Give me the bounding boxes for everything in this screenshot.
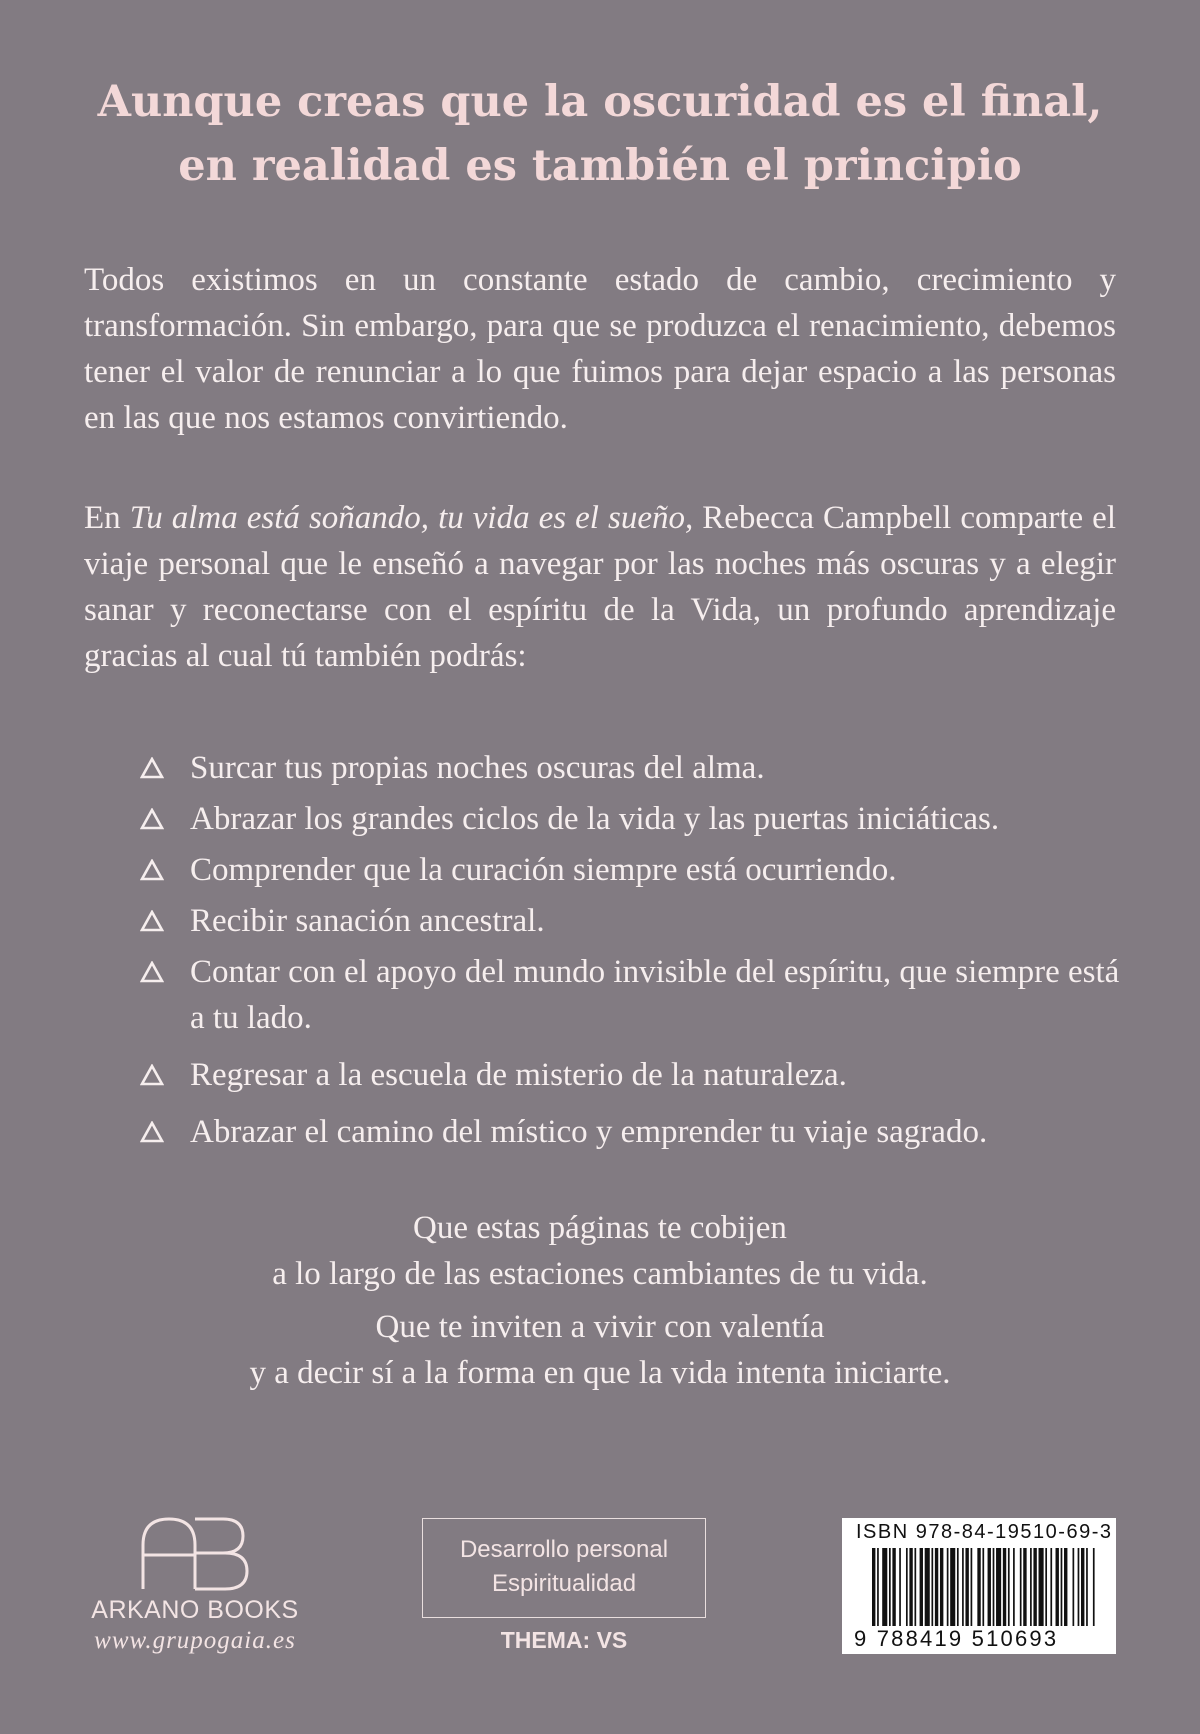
isbn-label: ISBN 978-84-19510-69-3 <box>856 1521 1113 1543</box>
ab-monogram-icon <box>139 1515 251 1591</box>
book-title: Tu alma está soñando, tu vida es el sueño, <box>129 500 694 536</box>
headline-line-1: Aunque creas que la oscuridad es el final, <box>97 77 1103 127</box>
triangle-bullet-icon <box>140 961 164 983</box>
list-item <box>140 1052 1130 1098</box>
list-item-text: Surcar tus propias noches oscuras del alma. <box>190 750 765 786</box>
list-item <box>140 847 1130 893</box>
triangle-bullet-icon <box>140 808 164 830</box>
closing-line: y a decir sí a la forma en que la vida intenta iniciarte. <box>249 1355 951 1391</box>
list-item-text: Abrazar los grandes ciclos de la vida y las puertas iniciáticas. <box>190 801 1000 837</box>
category-box <box>422 1518 706 1618</box>
list-item <box>140 796 1130 842</box>
list-item <box>140 745 1130 791</box>
benefits-list <box>140 745 1130 1160</box>
intro-paragraph: Todos existimos en un constante estado de cambio, crecimiento y transformación. Sin embargo, para que se produzca el renacimiento, debemos tener el valor de renunciar a lo que fuimos para dejar espacio a las personas en las que nos estamos convirtiendo. <box>84 262 1116 436</box>
book-paragraph-rest: Rebecca Campbell comparte el viaje personal que le enseñó a navegar por las noches más oscuras y a elegir sanar y reconectarse con el espíritu de la Vida, un profundo aprendizaje gracias al cual tú también podrás: <box>84 500 1116 674</box>
list-item-text: Comprender que la curación siempre está ocurriendo. <box>190 852 897 888</box>
publisher-name: ARKANO BOOKS <box>91 1596 299 1624</box>
isbn-barcode <box>842 1518 1116 1654</box>
headline-line-2: en realidad es también el principio <box>178 141 1022 191</box>
list-item-text: Contar con el apoyo del mundo invisible del espíritu, que siempre está a tu lado. <box>190 954 1120 1036</box>
ean-digits: 9 788419 510693 <box>854 1626 1059 1651</box>
headline <box>0 70 1200 198</box>
list-item <box>140 898 1130 944</box>
closing-line: a lo largo de las estaciones cambiantes de tu vida. <box>272 1256 928 1292</box>
list-item-text: Abrazar el camino del místico y emprender tu viaje sagrado. <box>190 1114 988 1150</box>
list-item <box>140 1109 1130 1155</box>
triangle-bullet-icon <box>140 1064 164 1086</box>
category-line-1: Desarrollo personal <box>459 1536 669 1563</box>
list-item-text: Regresar a la escuela de misterio de la naturaleza. <box>190 1057 847 1093</box>
closing-line: Que te inviten a vivir con valentía <box>375 1309 825 1345</box>
triangle-bullet-icon <box>140 757 164 779</box>
book-paragraph <box>84 495 1116 679</box>
list-item <box>140 949 1130 1041</box>
thema-code: THEMA: VS <box>500 1627 628 1653</box>
publisher-logo <box>80 1515 310 1657</box>
triangle-bullet-icon <box>140 910 164 932</box>
closing-stanza-2 <box>0 1304 1200 1396</box>
barcode-bars-icon <box>872 1548 1098 1626</box>
closing-stanza-1 <box>0 1205 1200 1297</box>
closing-verse <box>0 1205 1200 1396</box>
closing-line: Que estas páginas te cobijen <box>413 1210 787 1246</box>
triangle-bullet-icon <box>140 1121 164 1143</box>
book-paragraph-prefix: En <box>84 500 130 536</box>
category-line-2: Espiritualidad <box>491 1570 637 1597</box>
list-item-text: Recibir sanación ancestral. <box>190 903 545 939</box>
triangle-bullet-icon <box>140 859 164 881</box>
publisher-url: www.grupogaia.es <box>94 1627 296 1654</box>
